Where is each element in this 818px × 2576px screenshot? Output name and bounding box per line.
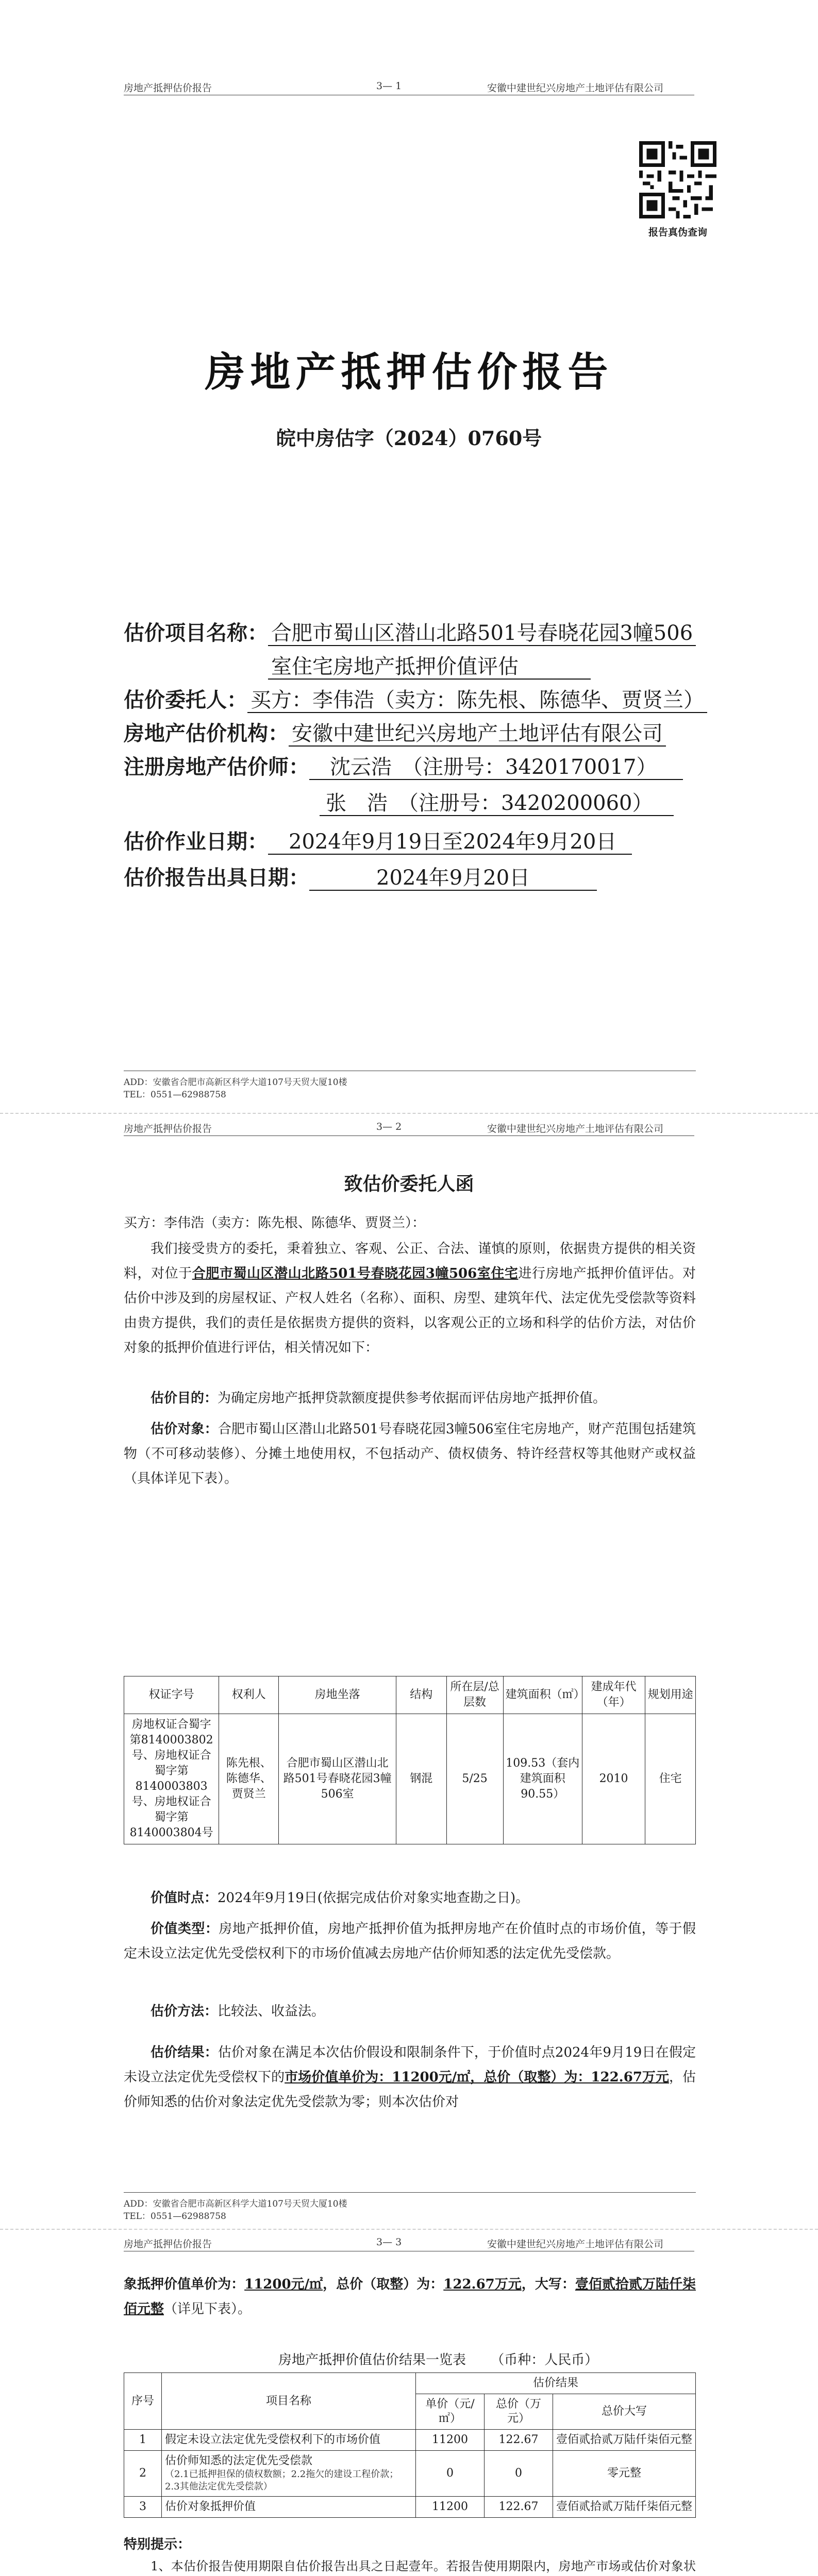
cell-no: 1 bbox=[124, 2430, 162, 2451]
caption-text: 房地产抵押价值估价结果一览表 bbox=[278, 2352, 466, 2368]
value-type-text: 房地产抵押价值，房地产抵押价值为抵押房地产在价值时点的市场价值，等于假定未设立法定优先受偿权利下的市场价值减去房地产估价师知悉的法定优先受偿款。 bbox=[124, 1921, 696, 1961]
cell-total: 122.67 bbox=[485, 2497, 553, 2518]
table-header-row bbox=[124, 2373, 696, 2394]
appraiser-row2 bbox=[320, 791, 674, 816]
cell-no: 2 bbox=[124, 2451, 162, 2497]
page-divider bbox=[0, 2229, 818, 2230]
issue-date-label: 估价报告出具日期： bbox=[124, 866, 309, 890]
th-no: 序号 bbox=[124, 2373, 162, 2430]
footer-address: ADD：安徽省合肥市高新区科学大道107号天贸大厦10楼 bbox=[124, 1077, 347, 1088]
value-type-para bbox=[124, 1917, 696, 1966]
issue-date-value: 2024年9月20日 bbox=[309, 866, 597, 891]
cell-total: 122.67 bbox=[485, 2430, 553, 2451]
table-row bbox=[124, 2497, 696, 2518]
cell-name-main: 估价师知悉的法定优先受偿款 bbox=[165, 2454, 313, 2467]
appraiser-2: 张 浩 （注册号：3420200060） bbox=[320, 791, 674, 816]
work-date-value: 2024年9月19日至2024年9月20日 bbox=[268, 830, 632, 855]
currency-text: （币种：人民币） bbox=[491, 2352, 598, 2368]
org-row bbox=[124, 721, 666, 746]
th-structure: 结构 bbox=[396, 1676, 446, 1714]
header-left: 房地产抵押估价报告 bbox=[124, 82, 212, 94]
cell-total: 0 bbox=[485, 2451, 553, 2497]
header-right: 安徽中建世纪兴房地产土地评估有限公司 bbox=[487, 2239, 664, 2250]
purpose-para bbox=[124, 1386, 696, 1411]
page-header bbox=[0, 77, 818, 98]
value-date-text: 2024年9月19日(依据完成估价对象实地查勘之日)。 bbox=[218, 1890, 529, 1906]
th-name: 项目名称 bbox=[162, 2373, 416, 2430]
note-1: 1、本估价报告使用期限自估价报告出具之日起壹年。若报告使用期限内，房地产市场或估价对象状 bbox=[151, 2559, 696, 2573]
appraiser-row bbox=[124, 755, 683, 779]
appraiser-1: 沈云浩 （注册号：3420170017） bbox=[309, 755, 683, 780]
cell-unit: 11200 bbox=[416, 2430, 485, 2451]
cell-name: 假定未设立法定优先受偿权利下的市场价值 bbox=[162, 2430, 416, 2451]
th-area: 建筑面积（㎡） bbox=[503, 1676, 582, 1714]
mortgage-value-para bbox=[124, 2272, 696, 2321]
cell-use: 住宅 bbox=[645, 1714, 696, 1844]
cell-area: 109.53（套内建筑面积90.55） bbox=[503, 1714, 582, 1844]
page-header bbox=[0, 1118, 818, 1139]
qr-code-icon[interactable] bbox=[639, 141, 716, 218]
issue-date-row bbox=[124, 866, 597, 890]
cell-structure: 钢混 bbox=[396, 1714, 446, 1844]
th-result: 估价结果 bbox=[416, 2373, 696, 2394]
project-line1: 合肥市蜀山区潜山北路501号春晓花园3幢506 bbox=[268, 621, 696, 646]
org-label: 房地产估价机构： bbox=[124, 721, 289, 745]
footer-tel: TEL：0551—62988758 bbox=[124, 2211, 226, 2222]
appraiser-label: 注册房地产估价师： bbox=[124, 755, 309, 779]
page-footer bbox=[124, 1071, 696, 1101]
method-text: 比较法、收益法。 bbox=[218, 2004, 325, 2019]
letter-intro bbox=[124, 1236, 696, 1360]
page-footer bbox=[124, 2192, 696, 2223]
header-right: 安徽中建世纪兴房地产土地评估有限公司 bbox=[487, 1123, 664, 1134]
mv-text-a: 象抵押价值单价为： bbox=[124, 2277, 245, 2292]
client-label: 估价委托人： bbox=[124, 688, 247, 712]
notes-title bbox=[124, 2532, 696, 2557]
cell-upper: 壹佰贰拾贰万陆仟柒佰元整 bbox=[553, 2497, 696, 2518]
cell-location: 合肥市蜀山区潜山北路501号春晓花园3幢506室 bbox=[279, 1714, 396, 1844]
cell-no: 3 bbox=[124, 2497, 162, 2518]
th-use: 规划用途 bbox=[645, 1676, 696, 1714]
intro-text-a: 我们接受贵方的委托，秉着独立、客观、公正、合法、谨慎的原则，依据贵方提供的相关资料，对位于 bbox=[124, 1241, 696, 1281]
notes-title-text: 特别提示： bbox=[124, 2537, 191, 2552]
header-right: 安徽中建世纪兴房地产土地评估有限公司 bbox=[487, 82, 664, 94]
object-label: 估价对象： bbox=[151, 1421, 218, 1437]
org-value: 安徽中建世纪兴房地产土地评估有限公司 bbox=[289, 722, 666, 747]
purpose-label: 估价目的： bbox=[151, 1391, 218, 1406]
purpose-text: 为确定房地产抵押贷款额度提供参考依据而评估房地产抵押价值。 bbox=[218, 1391, 607, 1406]
result-para bbox=[124, 2040, 696, 2114]
th-cert: 权证字号 bbox=[124, 1676, 219, 1714]
report-title: 房地产抵押估价报告 bbox=[205, 349, 613, 396]
table-row bbox=[124, 2451, 696, 2497]
table-header-row bbox=[124, 1676, 696, 1714]
page-divider bbox=[0, 1113, 818, 1114]
cell-floor: 5/25 bbox=[446, 1714, 503, 1844]
table-row bbox=[124, 1714, 696, 1844]
object-para bbox=[124, 1417, 696, 1491]
client-value: 买方：李伟浩（卖方：陈先根、陈德华、贾贤兰） bbox=[247, 688, 707, 713]
work-date-label: 估价作业日期： bbox=[124, 829, 268, 854]
th-floor: 所在层/总层数 bbox=[446, 1676, 503, 1714]
result-text-c: ，估价师知悉的估价对象法定优先受偿款为零；则本次估价对 bbox=[124, 2070, 696, 2110]
letter-addressee: 买方：李伟浩（卖方：陈先根、陈德华、贾贤兰）： bbox=[124, 1215, 426, 1231]
header-page-number: 3— 3 bbox=[376, 2236, 402, 2248]
result-label: 估价结果： bbox=[151, 2045, 218, 2060]
mv-unit-price: 11200元/㎡ bbox=[244, 2277, 323, 2292]
result-text-b: 市场价值单价为：11200元/㎡，总价（取整）为：122.67万元 bbox=[285, 2070, 669, 2085]
th-location: 房地坐落 bbox=[279, 1676, 396, 1714]
table-row bbox=[124, 2430, 696, 2451]
qr-caption: 报告真伪查询 bbox=[648, 227, 707, 238]
cell-upper: 零元整 bbox=[553, 2451, 696, 2497]
cell-upper: 壹佰贰拾贰万陆仟柒佰元整 bbox=[553, 2430, 696, 2451]
result-text-a: 估价对象在满足本次估价假设和限制条件下，于价值时点2024年9月19日在假定未设立法定优先受偿权下的 bbox=[124, 2045, 696, 2085]
value-date-para bbox=[124, 1886, 696, 1910]
th-owner: 权利人 bbox=[219, 1676, 279, 1714]
cell-name: 估价对象抵押价值 bbox=[162, 2497, 416, 2518]
client-row bbox=[124, 688, 707, 713]
cell-name-note: （2.1已抵押担保的债权数额；2.2拖欠的建设工程价款；2.3其他法定优先受偿款） bbox=[165, 2469, 399, 2492]
cell-unit: 0 bbox=[416, 2451, 485, 2497]
header-page-number: 3— 1 bbox=[376, 80, 402, 92]
mv-text-c: ，大写： bbox=[521, 2277, 575, 2292]
mv-upper: 壹佰贰拾贰万陆仟柒佰元整 bbox=[124, 2277, 696, 2317]
mv-text-d: （详见下表）。 bbox=[164, 2301, 252, 2317]
th-year: 建成年代（年） bbox=[582, 1676, 645, 1714]
th-upper: 总价大写 bbox=[553, 2394, 696, 2430]
intro-object: 合肥市蜀山区潜山北路501号春晓花园3幢506室住宅 bbox=[192, 1266, 519, 1281]
project-line2: 室住宅房地产抵押价值评估 bbox=[268, 655, 591, 680]
value-type-label: 价值类型： bbox=[151, 1921, 219, 1937]
footer-tel: TEL：0551—62988758 bbox=[124, 1090, 226, 1100]
th-unit: 单价（元/㎡） bbox=[416, 2394, 485, 2430]
cell-year: 2010 bbox=[582, 1714, 645, 1844]
letter-title: 致估价委托人函 bbox=[344, 1173, 474, 1195]
result-table-caption bbox=[278, 2349, 598, 2368]
mv-text-b: ，总价（取整）为： bbox=[323, 2277, 444, 2292]
cell-name bbox=[162, 2451, 416, 2497]
method-para bbox=[124, 1999, 696, 2024]
page-header bbox=[0, 2233, 818, 2254]
work-date-row bbox=[124, 829, 632, 854]
project-name-row2 bbox=[268, 654, 591, 679]
header-left: 房地产抵押估价报告 bbox=[124, 2239, 212, 2250]
method-label: 估价方法： bbox=[151, 2004, 218, 2019]
th-total: 总价（万元） bbox=[485, 2394, 553, 2430]
cell-cert: 房地权证合蜀字第8140003802号、房地权证合蜀字第8140003803号、房地权证合蜀字第8140003804号 bbox=[124, 1714, 219, 1844]
project-label: 估价项目名称： bbox=[124, 621, 268, 645]
project-name-row bbox=[124, 621, 696, 646]
result-table bbox=[124, 2372, 696, 2518]
header-page-number: 3— 2 bbox=[376, 1121, 402, 1132]
intro-text-b: 进行房地产抵押价值评估。对估价中涉及到的房屋权证、产权人姓名（名称）、面积、房型、建筑年代、法定优先受偿款等资料由贵方提供，我们的责任是依据贵方提供的资料，以客观公正的立场和科学的估价方法，对估价对象的抵押价值进行评估，相关情况如下： bbox=[124, 1266, 696, 1355]
header-left: 房地产抵押估价报告 bbox=[124, 1123, 212, 1134]
property-table bbox=[124, 1676, 696, 1844]
object-text: 合肥市蜀山区潜山北路501号春晓花园3幢506室住宅房地产，财产范围包括建筑物（不可移动装修）、分摊土地使用权，不包括动产、债权债务、特许经营权等其他财产或权益（具体详见下表）。 bbox=[124, 1421, 696, 1486]
report-number: 皖中房估字（2024）0760号 bbox=[276, 427, 542, 450]
cell-unit: 11200 bbox=[416, 2497, 485, 2518]
footer-address: ADD：安徽省合肥市高新区科学大道107号天贸大厦10楼 bbox=[124, 2199, 347, 2209]
cell-owner: 陈先根、陈德华、贾贤兰 bbox=[219, 1714, 279, 1844]
mv-total: 122.67万元 bbox=[443, 2277, 522, 2292]
value-date-label: 价值时点： bbox=[151, 1890, 218, 1906]
